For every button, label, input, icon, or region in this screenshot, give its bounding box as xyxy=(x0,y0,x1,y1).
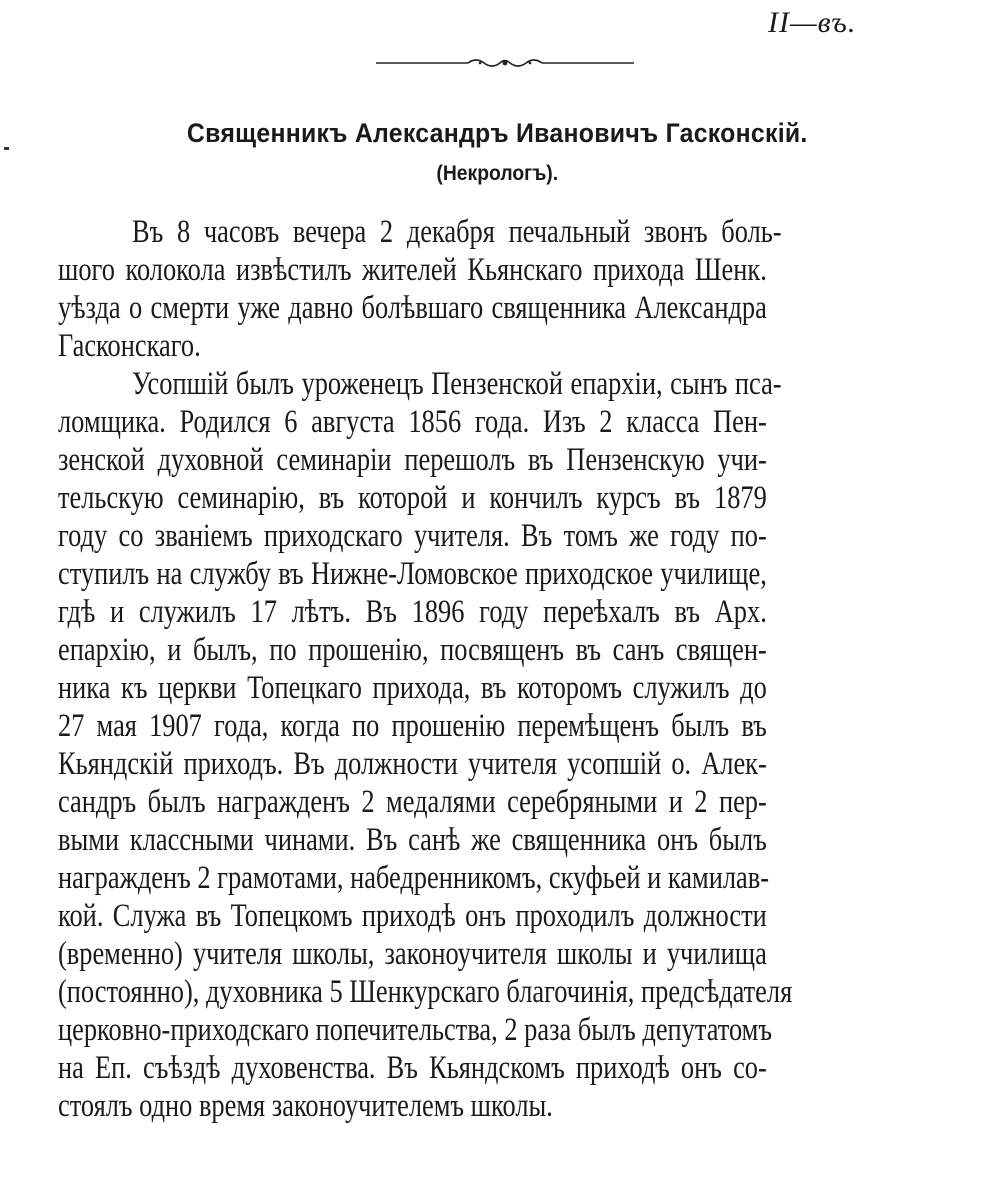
text-line: епархію, и былъ, по прошенію, посвященъ въ санъ священ- xyxy=(58,632,767,668)
text-line: выми классными чинами. Въ санѣ же священника онъ былъ xyxy=(58,822,767,858)
text-line: ломщика. Родился 6 августа 1856 года. Изъ 2 класса Пен- xyxy=(58,404,767,440)
text-line: кой. Служа въ Топецкомъ приходѣ онъ проходилъ должности xyxy=(58,898,767,934)
text-line: Въ 8 часовъ вечера 2 декабря печальный звонъ боль- xyxy=(132,214,782,250)
text-line: Усопшій былъ уроженецъ Пензенской епархіи, сынъ пса- xyxy=(132,366,782,402)
text-line: ника къ церкви Топецкаго прихода, въ которомъ служилъ до xyxy=(58,670,767,706)
text-line: гдѣ и служилъ 17 лѣтъ. Въ 1896 году переѣхалъ въ Арх. xyxy=(58,594,767,630)
page-marker: II—въ. xyxy=(768,6,857,39)
text-line: году со званіемъ приходскаго учителя. Въ томъ же году по- xyxy=(58,518,767,554)
text-line: уѣзда о смерти уже давно болѣвшаго священника Александра xyxy=(58,290,767,326)
text-line: ступилъ на службу въ Нижне-Ломовское приходское училище, xyxy=(58,556,767,592)
text-line: на Еп. съѣздѣ духовенства. Въ Кьяндскомъ приходѣ онъ со- xyxy=(58,1050,767,1086)
text-line: церковно-приходскаго попечительства, 2 раза былъ депутатомъ xyxy=(58,1012,773,1048)
text-line: 27 мая 1907 года, когда по прошенію перемѣщенъ былъ въ xyxy=(58,708,767,744)
text-line: награжденъ 2 грамотами, набедренникомъ, скуфьей и камилав- xyxy=(58,860,770,896)
text-line: (временно) учителя школы, законоучителя школы и училища xyxy=(58,936,767,972)
text-line: тельскую семинарію, въ которой и кончилъ курсъ въ 1879 xyxy=(58,480,767,516)
text-line: Гасконскаго. xyxy=(58,328,201,364)
article-subtitle: (Некрологъ). xyxy=(436,162,559,185)
article-title: Священникъ Александръ Ивановичъ Гасконскій. xyxy=(186,118,808,149)
text-line: Кьяндскій приходъ. Въ должности учителя усопшій о. Алек- xyxy=(58,746,767,782)
text-line: стоялъ одно время законоучителемъ школы. xyxy=(58,1088,553,1124)
text-line: сандръ былъ награжденъ 2 медалями серебряными и 2 пер- xyxy=(58,784,767,820)
text-line: шого колокола извѣстилъ жителей Кьянскаго прихода Шенк. xyxy=(58,252,767,288)
text-line: зенской духовной семинаріи перешолъ въ Пензенскую учи- xyxy=(58,442,767,478)
text-line: (постоянно), духовника 5 Шенкурскаго благочинія, предсѣдателя xyxy=(58,974,793,1010)
stray-ink-mark xyxy=(4,147,9,150)
ornamental-rule-icon xyxy=(376,56,634,70)
